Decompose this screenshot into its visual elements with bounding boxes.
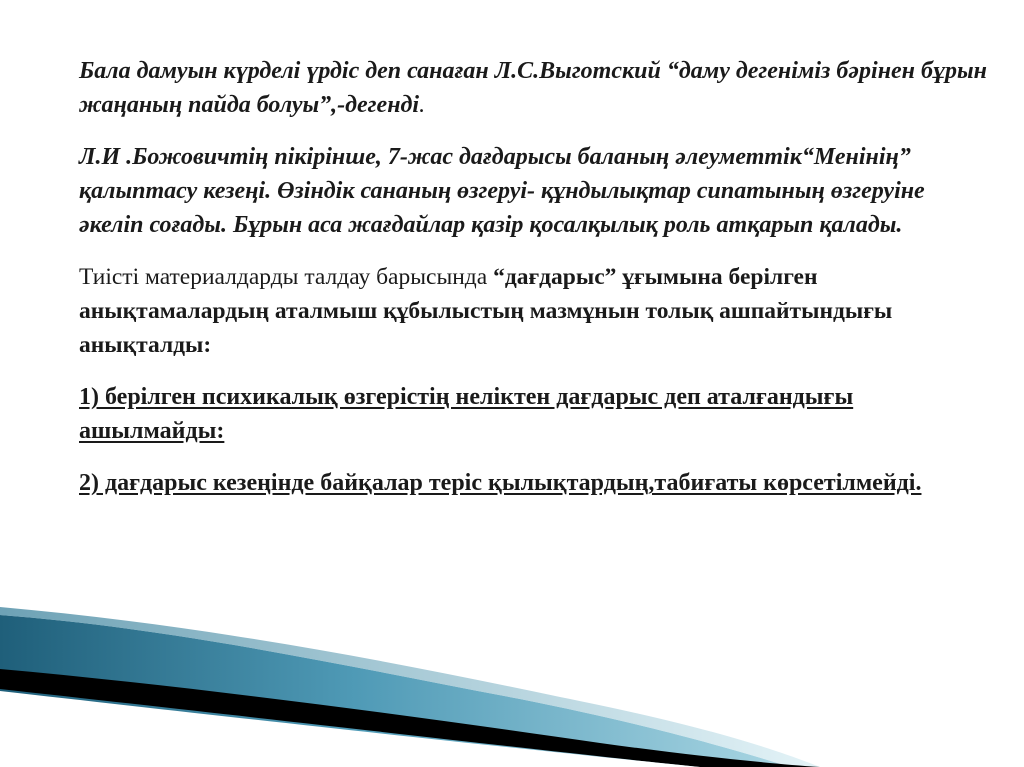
paragraph-point-2-text: 2) дағдарыс кезеңінде байқалар теріс қылықтардың,табиғаты көрсетілмейді. — [79, 470, 922, 496]
paragraph-vygotsky — [79, 54, 991, 122]
paragraph-point-1 — [79, 380, 991, 448]
paragraph-analysis-bold: “дағдарыс” ұғымына берілген анықтамалардың аталмыш құбылыстың мазмұнын толық ашпайтындығы анықталды: — [79, 264, 893, 358]
paragraph-analysis — [79, 260, 991, 362]
bottom-swoosh-decoration — [0, 607, 1024, 767]
swoosh-light-band — [0, 607, 820, 767]
swoosh-black-stroke — [0, 669, 820, 767]
paragraph-point-2 — [79, 466, 991, 500]
paragraph-point-1-text: 1) берілген психикалық өзгерістің неліктен дағдарыс деп аталғандығы ашылмайды: — [79, 384, 854, 444]
paragraph-bozhovich — [79, 140, 991, 242]
swoosh-white-gap — [0, 691, 700, 767]
swoosh-teal-band — [0, 615, 790, 767]
paragraph-analysis-lead: Тиісті материалдарды талдау барысында — [79, 264, 494, 290]
paragraph-vygotsky-end: . — [419, 92, 426, 118]
slide-text-body — [79, 54, 991, 518]
paragraph-vygotsky-text: Бала дамуын күрделі үрдіс деп санаған Л.С.Выготский “даму дегеніміз бәрінен бұрын жаңаның пайда болуы”,-дегенді — [79, 58, 987, 118]
paragraph-bozhovich-text: Л.И .Божовичтің пікірінше, 7-жас дағдарысы баланың әлеуметтік“Менінің” қалыптасу кезеңі. Өзіндік сананың өзгеруі- құндылықтар сипатының өзгеруіне әкеліп соғады. Бұрын аса жағдайлар қазір қосалқылық роль атқарып қалады. — [79, 144, 925, 238]
